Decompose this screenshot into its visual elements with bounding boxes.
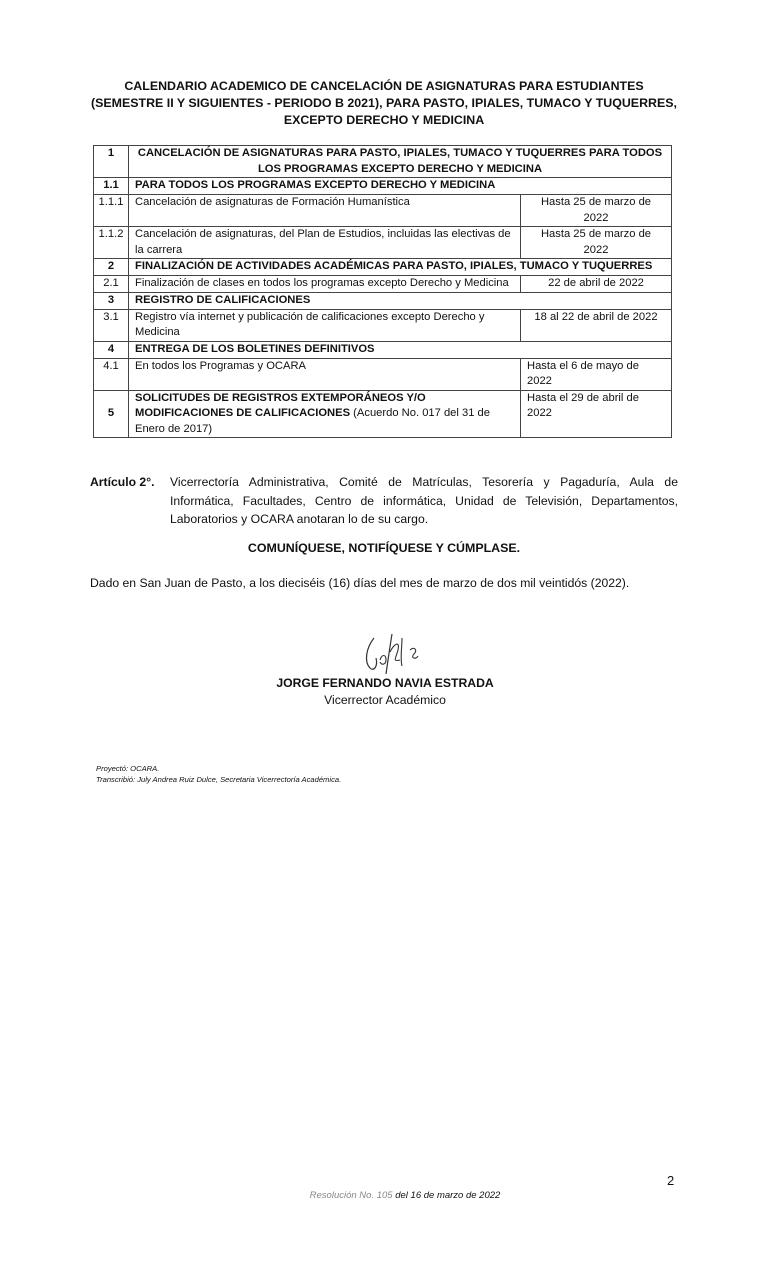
activity-date: 18 al 22 de abril de 2022: [521, 309, 672, 341]
table-row: [94, 146, 672, 178]
section-heading: FINALIZACIÓN DE ACTIVIDADES ACADÉMICAS PARA PASTO, IPIALES, TUMACO Y TUQUERRES: [129, 259, 672, 276]
table-row: [94, 341, 672, 358]
activity-description: Cancelación de asignaturas, del Plan de Estudios, incluidas las electivas de la carrera: [129, 227, 521, 259]
row-number: 1.1: [94, 178, 129, 195]
article-paragraph: [90, 473, 678, 529]
document-title: CALENDARIO ACADEMICO DE CANCELACIÓN DE ASIGNATURAS PARA ESTUDIANTES (SEMESTRE II Y SIGUIENTES - PERIODO B 2021), PARA PASTO, IPIALES, TUMACO Y TUQUERRES, EXCEPTO DERECHO Y MEDICINA: [91, 79, 677, 127]
section-heading: REGISTRO DE CALIFICACIONES: [129, 292, 672, 309]
activity-date: Hasta el 29 de abril de 2022: [521, 390, 672, 438]
signature-image: [356, 628, 436, 678]
activity-date: Hasta 25 de marzo de 2022: [521, 195, 672, 227]
section-heading: CANCELACIÓN DE ASIGNATURAS PARA PASTO, IPIALES, TUMACO Y TUQUERRES PARA TODOS LOS PROGRAMAS EXCEPTO DERECHO Y MEDICINA: [129, 146, 672, 178]
issued-statement: Dado en San Juan de Pasto, a los dieciséis (16) días del mes de marzo de dos mil veintidós (2022).: [90, 576, 630, 590]
table-row: [94, 276, 672, 293]
note-proyecto: Proyectó: OCARA.: [96, 764, 160, 773]
signer-role: Vicerrector Académico: [324, 693, 446, 707]
activity-description: [129, 390, 521, 438]
row-number: 1: [94, 146, 129, 178]
table-row: [94, 390, 672, 438]
footer: [200, 1190, 610, 1201]
article-label: Artículo 2°.: [90, 475, 155, 489]
activity-description: Registro vía internet y publicación de calificaciones excepto Derecho y Medicina: [129, 309, 521, 341]
row-number: 4: [94, 341, 129, 358]
table-row: [94, 195, 672, 227]
table-row: [94, 309, 672, 341]
section-heading: PARA TODOS LOS PROGRAMAS EXCEPTO DERECHO Y MEDICINA: [129, 178, 672, 195]
row-number: 3: [94, 292, 129, 309]
row-number: 5: [94, 390, 129, 438]
row-number: 1.1.2: [94, 227, 129, 259]
activity-description: En todos los Programas y OCARA: [129, 358, 521, 390]
closing-statement: COMUNÍQUESE, NOTIFÍQUESE Y CÚMPLASE.: [247, 541, 521, 555]
section-heading: ENTREGA DE LOS BOLETINES DEFINITIVOS: [129, 341, 672, 358]
row-number: 2: [94, 259, 129, 276]
row-number: 3.1: [94, 309, 129, 341]
row-number: 2.1: [94, 276, 129, 293]
table-row: [94, 259, 672, 276]
activity-description: Finalización de clases en todos los programas excepto Derecho y Medicina: [129, 276, 521, 293]
activity-date: 22 de abril de 2022: [521, 276, 672, 293]
footer-resolution: Resolución No. 105: [309, 1190, 393, 1201]
signer-name: JORGE FERNANDO NAVIA ESTRADA: [276, 676, 494, 690]
table-row: [94, 178, 672, 195]
drafting-notes: [96, 763, 341, 785]
table-row: [94, 358, 672, 390]
activity-description-bold: SOLICITUDES DE REGISTROS EXTEMPORÁNEOS Y/O MODIFICACIONES DE CALIFICACIONES: [135, 391, 426, 419]
row-number: 1.1.1: [94, 195, 129, 227]
article-text: Vicerrectoría Administrativa, Comité de Matrículas, Tesorería y Pagaduría, Aula de Informática, Facultades, Centro de informática, Unidad de Televisión, Departamentos, Laboratorios y OCARA anotaran lo de su cargo.: [170, 475, 678, 526]
calendar-table: [93, 145, 672, 438]
table-row: [94, 227, 672, 259]
table-row: [94, 292, 672, 309]
activity-description: Cancelación de asignaturas de Formación Humanística: [129, 195, 521, 227]
activity-date: Hasta 25 de marzo de 2022: [521, 227, 672, 259]
activity-description-note: (Acuerdo No. 017 del 31 de Enero de 2017): [135, 407, 490, 435]
page-number: 2: [667, 1173, 675, 1188]
activity-date: Hasta el 6 de mayo de 2022: [521, 358, 672, 390]
row-number: 4.1: [94, 358, 129, 390]
footer-date: del 16 de marzo de 2022: [392, 1190, 501, 1201]
note-transcribio: Transcribió: July Andrea Ruiz Dulce, Secretaria Vicerrectoría Académica.: [96, 775, 342, 784]
